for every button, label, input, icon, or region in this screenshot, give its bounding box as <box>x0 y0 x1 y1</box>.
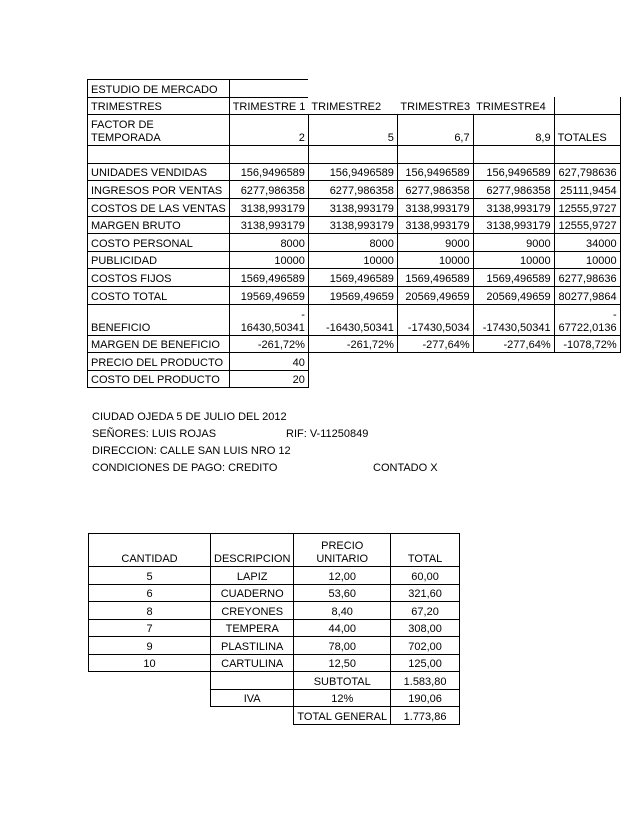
cell-value: 627,798636 <box>554 163 620 181</box>
desc-header: DESCRIPCION <box>211 534 294 567</box>
table-row <box>89 619 460 637</box>
product-cost: 20 <box>229 370 308 388</box>
cell-value: 80277,9864 <box>554 286 620 304</box>
totals-label: TOTALES <box>554 115 620 146</box>
cell-value: 1569,496589 <box>397 269 473 287</box>
table-row <box>88 163 621 181</box>
table-row <box>88 269 621 287</box>
table-row <box>88 181 621 199</box>
item-total: 125,00 <box>391 654 460 672</box>
table-row <box>89 602 460 620</box>
table-row <box>89 654 460 672</box>
cell-value: -277,64% <box>397 335 473 353</box>
item-desc: PLASTILINA <box>211 637 294 655</box>
cell-value: 25111,9454 <box>554 181 620 199</box>
cell-value: 6277,98636 <box>554 269 620 287</box>
cell-value: 8000 <box>308 234 397 252</box>
item-total: 702,00 <box>391 637 460 655</box>
table-row <box>88 216 621 234</box>
cell-value: -16430,50341 <box>308 304 397 335</box>
cell-value: 3138,993179 <box>229 198 308 216</box>
cell-value: 6277,986358 <box>308 181 397 199</box>
grand-total-label: TOTAL GENERAL <box>294 707 391 725</box>
cell-value: 6277,986358 <box>397 181 473 199</box>
item-total: 308,00 <box>391 619 460 637</box>
table-row <box>89 637 460 655</box>
row-label: UNIDADES VENDIDAS <box>88 163 230 181</box>
product-price: 40 <box>229 353 308 371</box>
cell-value: 19569,49659 <box>308 286 397 304</box>
item-qty: 6 <box>89 584 211 602</box>
item-qty: 9 <box>89 637 211 655</box>
season-value: 8,9 <box>473 115 554 146</box>
item-total: 60,00 <box>391 567 460 585</box>
quarters-label: TRIMESTRES <box>88 97 230 115</box>
row-label: COSTOS DE LAS VENTAS <box>88 198 230 216</box>
quarter-header: TRIMESTRE2 <box>311 101 382 114</box>
overflow-mark: - <box>301 308 305 321</box>
address: DIRECCION: CALLE SAN LUIS NRO 12 <box>92 445 291 457</box>
cell-value: 12555,9727 <box>554 198 620 216</box>
cell-value: 34000 <box>554 234 620 252</box>
cell-value: -1078,72% <box>554 335 620 353</box>
cell-value: 9000 <box>397 234 473 252</box>
item-desc: CARTULINA <box>211 654 294 672</box>
quarter-header: TRIMESTRE4 <box>476 101 546 114</box>
cell-value: -17430,5034 <box>397 304 473 335</box>
table-row <box>88 234 621 252</box>
cell-value: -277,64% <box>473 335 554 353</box>
cell-value: 6277,986358 <box>229 181 308 199</box>
cell-value: 3138,993179 <box>397 198 473 216</box>
price-header: PRECIO UNITARIO <box>294 534 391 567</box>
cash-option: CONTADO X <box>373 462 438 474</box>
season-value: 2 <box>229 115 308 146</box>
iva-value: 190,06 <box>391 689 460 707</box>
cell-value: 156,9496589 <box>397 163 473 181</box>
grand-total-value: 1.773,86 <box>391 707 460 725</box>
season-value: 5 <box>308 115 397 146</box>
row-label: COSTO DEL PRODUCTO <box>88 370 230 388</box>
season-factor-label: FACTOR DE TEMPORADA <box>88 115 230 146</box>
cell-value: 3138,993179 <box>473 198 554 216</box>
row-label: COSTO TOTAL <box>88 286 230 304</box>
row-label: MARGEN BRUTO <box>88 216 230 234</box>
quarter-header: TRIMESTRE 1 <box>229 97 308 115</box>
cell-value: 10000 <box>397 251 473 269</box>
row-label: PRECIO DEL PRODUCTO <box>88 353 230 371</box>
cell-value: 16430,50341 <box>240 321 305 334</box>
item-desc: LAPIZ <box>211 567 294 585</box>
cell-value: 9000 <box>473 234 554 252</box>
cell-value: 20569,49659 <box>397 286 473 304</box>
cell-value: 1569,496589 <box>473 269 554 287</box>
cell-value: 3138,993179 <box>308 198 397 216</box>
cell-value: 19569,49659 <box>229 286 308 304</box>
item-qty: 8 <box>89 602 211 620</box>
recipient: SEÑORES: LUIS ROJAS <box>92 428 217 440</box>
table-row <box>88 286 621 304</box>
cell-value: 3138,993179 <box>308 216 397 234</box>
cell-value: 156,9496589 <box>473 163 554 181</box>
item-qty: 10 <box>89 654 211 672</box>
row-label: COSTOS FIJOS <box>88 269 230 287</box>
city-date: CIUDAD OJEDA 5 DE JULIO DEL 2012 <box>92 411 287 423</box>
subtotal-value: 1.583,80 <box>391 672 460 690</box>
iva-rate: 12% <box>294 689 391 707</box>
rif: RIF: V-11250849 <box>286 428 369 440</box>
row-label: BENEFICIO <box>88 304 230 335</box>
total-header: TOTAL <box>391 534 460 567</box>
subtotal-label: SUBTOTAL <box>294 672 391 690</box>
cell-value: 67722,0136 <box>558 321 617 334</box>
cell-value: 10000 <box>473 251 554 269</box>
item-qty: 7 <box>89 619 211 637</box>
study-title: ESTUDIO DE MERCADO <box>88 80 230 98</box>
cell-value: 1569,496589 <box>308 269 397 287</box>
item-qty: 5 <box>89 567 211 585</box>
iva-label: IVA <box>211 689 294 707</box>
table-row <box>88 198 621 216</box>
item-desc: TEMPERA <box>211 619 294 637</box>
item-desc: CREYONES <box>211 602 294 620</box>
quarter-header: TRIMESTRE3 <box>400 101 471 114</box>
margin-row <box>88 335 621 353</box>
table-row <box>88 251 621 269</box>
cell-value: -261,72% <box>229 335 308 353</box>
item-price: 53,60 <box>294 584 391 602</box>
cell-value: 20569,49659 <box>473 286 554 304</box>
cell-value: 10000 <box>554 251 620 269</box>
cell-value: 1569,496589 <box>229 269 308 287</box>
item-price: 12,50 <box>294 654 391 672</box>
cell-value: -261,72% <box>308 335 397 353</box>
cell-value: 12555,9727 <box>554 216 620 234</box>
cell-value: 3138,993179 <box>397 216 473 234</box>
benefit-row <box>88 304 621 335</box>
invoice-table <box>88 533 460 725</box>
cell-value: 10000 <box>229 251 308 269</box>
row-label: INGRESOS POR VENTAS <box>88 181 230 199</box>
cell-value: 3138,993179 <box>473 216 554 234</box>
row-label: MARGEN DE BENEFICIO <box>88 335 230 353</box>
item-price: 44,00 <box>294 619 391 637</box>
table-row <box>89 567 460 585</box>
table-row <box>89 584 460 602</box>
row-label: PUBLICIDAD <box>88 251 230 269</box>
market-study-table <box>87 79 621 388</box>
item-total: 67,20 <box>391 602 460 620</box>
item-total: 321,60 <box>391 584 460 602</box>
cell-value: 156,9496589 <box>229 163 308 181</box>
cell-value: 8000 <box>229 234 308 252</box>
cell-value: -17430,50341 <box>473 304 554 335</box>
item-price: 8,40 <box>294 602 391 620</box>
season-value: 6,7 <box>397 115 473 146</box>
payment-conditions: CONDICIONES DE PAGO: CREDITO <box>92 462 278 474</box>
overflow-mark: - <box>612 308 617 321</box>
qty-header: CANTIDAD <box>89 534 211 567</box>
cell-value: 3138,993179 <box>229 216 308 234</box>
cell-value: 10000 <box>308 251 397 269</box>
row-label: COSTO PERSONAL <box>88 234 230 252</box>
cell-value: 6277,986358 <box>473 181 554 199</box>
cell-value: 156,9496589 <box>308 163 397 181</box>
item-price: 12,00 <box>294 567 391 585</box>
item-desc: CUADERNO <box>211 584 294 602</box>
item-price: 78,00 <box>294 637 391 655</box>
